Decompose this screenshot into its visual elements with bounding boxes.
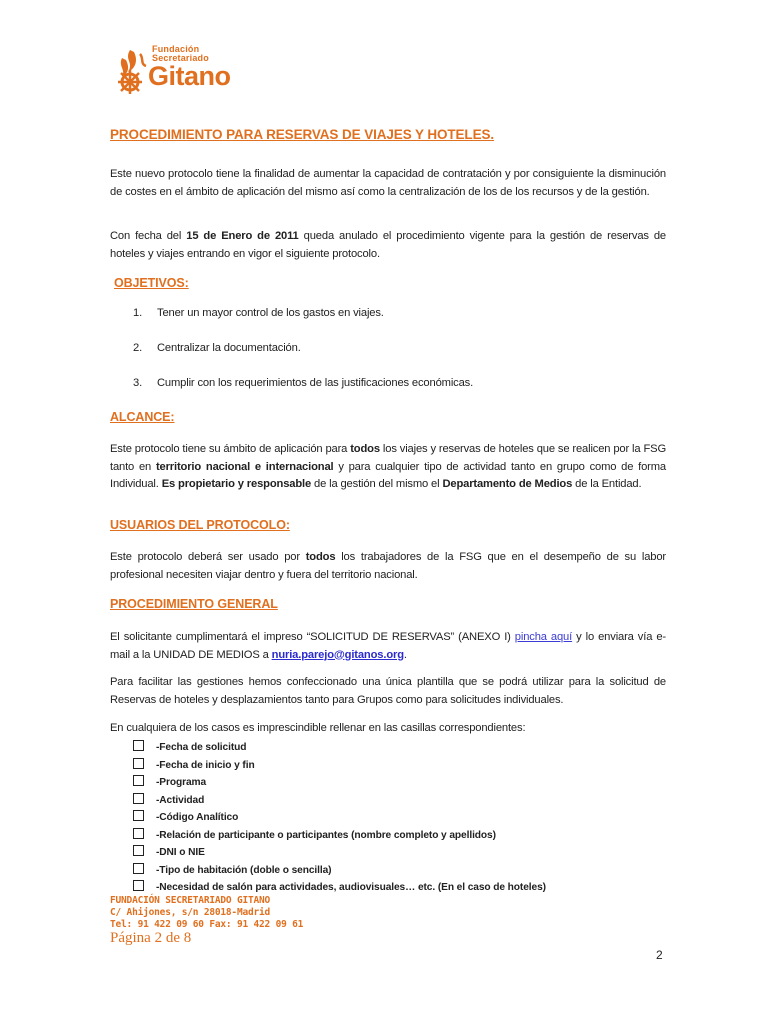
item-number: 2. bbox=[133, 342, 143, 354]
checklist-label: -DNI o NIE bbox=[156, 847, 205, 858]
flame-wheel-icon bbox=[110, 46, 152, 94]
checklist-item bbox=[133, 880, 546, 893]
checklist-label: -Fecha de inicio y fin bbox=[156, 759, 255, 771]
checklist-label: -Necesidad de salón para actividades, audiovisuales… etc. (En el caso de hoteles) bbox=[156, 882, 546, 893]
checkbox-icon bbox=[133, 863, 144, 874]
objetivo-item bbox=[133, 307, 384, 319]
checklist-label: -Tipo de habitación (doble o sencilla) bbox=[156, 864, 332, 876]
checklist-item bbox=[133, 775, 206, 788]
usuarios-bold: todos bbox=[305, 551, 336, 563]
checklist-label: -Programa bbox=[156, 777, 207, 788]
item-text: Cumplir con los requerimientos de las justificaciones económicas. bbox=[157, 377, 474, 389]
solicitud-link[interactable]: pincha aquí bbox=[514, 631, 573, 643]
alcance-text: Este protocolo tiene su ámbito de aplicación para bbox=[110, 443, 351, 455]
checklist-label: -Actividad bbox=[156, 794, 205, 806]
proc-text: y lo enviara vía e-mail a la UNIDAD DE MEDIOS a bbox=[110, 631, 666, 661]
checklist-label: -Código Analítico bbox=[156, 812, 239, 823]
footer-page-label: Página 2 de 8 bbox=[110, 930, 192, 946]
alcance-bold: todos bbox=[350, 443, 380, 455]
procedimiento-heading: PROCEDIMIENTO GENERAL bbox=[110, 597, 278, 611]
usuarios-text: Este protocolo deberá ser usado por bbox=[110, 551, 306, 563]
checkbox-icon bbox=[133, 828, 144, 839]
proc-text: . bbox=[403, 648, 407, 661]
checkbox-icon bbox=[133, 845, 144, 856]
effective-date: 15 de Enero de 2011 bbox=[186, 230, 299, 242]
checklist-item bbox=[133, 793, 204, 806]
alcance-bold: Departamento de Medios bbox=[442, 478, 573, 490]
checkbox-icon bbox=[133, 740, 144, 751]
alcance-text: de la Entidad. bbox=[572, 478, 642, 490]
logo-line-2: Secretariado bbox=[152, 53, 209, 63]
footer-org: FUNDACIÓN SECRETARIADO GITANO bbox=[110, 895, 271, 906]
footer-phones: Tel: 91 422 09 60 Fax: 91 422 09 61 bbox=[110, 919, 304, 930]
alcance-bold: territorio nacional e internacional bbox=[155, 460, 334, 473]
alcance-paragraph bbox=[110, 441, 666, 494]
item-text: Tener un mayor control de los gastos en viajes. bbox=[157, 307, 384, 319]
usuarios-paragraph bbox=[110, 549, 666, 584]
checklist-item bbox=[133, 810, 238, 823]
usuarios-heading: USUARIOS DEL PROTOCOLO: bbox=[110, 518, 290, 532]
fsg-logo bbox=[110, 44, 260, 96]
item-text: Centralizar la documentación. bbox=[157, 342, 301, 354]
date-para-text-2: queda anulado el procedimiento vigente para la gestión de reservas de hoteles y viajes entrando en vigor el siguiente protocolo. bbox=[110, 230, 666, 260]
page-number: 2 bbox=[656, 948, 663, 962]
alcance-heading: ALCANCE: bbox=[110, 410, 175, 424]
checkbox-icon bbox=[133, 793, 144, 804]
checkbox-icon bbox=[133, 775, 144, 786]
footer-address: C/ Ahijones, s/n 28018-Madrid bbox=[110, 907, 271, 918]
checklist-item bbox=[133, 828, 496, 841]
objetivos-heading: OBJETIVOS: bbox=[114, 276, 189, 290]
date-para-text: Con fecha del bbox=[110, 230, 187, 242]
logo-name: Gitano bbox=[148, 61, 231, 91]
alcance-text: los viajes y reservas de hoteles que se realicen por la FSG tanto en bbox=[110, 443, 666, 473]
procedimiento-paragraph-2: Para facilitar las gestiones hemos confeccionado una única plantilla que se podrá utilizar para la solicitud de Reservas de hoteles y desplazamientos tanto para Grupos como para solicitudes individuales. bbox=[110, 676, 666, 706]
checkbox-icon bbox=[133, 810, 144, 821]
alcance-bold: Es propietario y responsable bbox=[161, 478, 312, 490]
page-title: PROCEDIMIENTO PARA RESERVAS DE VIAJES Y HOTELES. bbox=[110, 127, 495, 142]
procedimiento-paragraph-1 bbox=[110, 629, 666, 664]
objetivo-item bbox=[133, 377, 473, 389]
checklist-item bbox=[133, 863, 331, 876]
item-number: 3. bbox=[133, 377, 143, 389]
checklist-item bbox=[133, 758, 255, 771]
intro-paragraph: Este nuevo protocolo tiene la finalidad de aumentar la capacidad de contratación y por consiguiente la disminución de costes en el ámbito de aplicación del mismo así como la centralización de los de los recursos y de la gestión. bbox=[110, 168, 666, 198]
checklist-item bbox=[133, 740, 246, 753]
footer-block bbox=[110, 895, 303, 931]
email-link[interactable]: nuria.parejo@gitanos.org bbox=[271, 648, 404, 661]
checklist-label: -Fecha de solicitud bbox=[156, 742, 247, 753]
procedimiento-paragraph-3: En cualquiera de los casos es imprescindible rellenar en las casillas correspondientes: bbox=[110, 722, 526, 734]
alcance-text: y para cualquier tipo de actividad tanto en grupo como de forma Individual. bbox=[110, 460, 666, 490]
date-paragraph bbox=[110, 228, 666, 263]
checklist-item bbox=[133, 845, 205, 858]
item-number: 1. bbox=[133, 307, 143, 319]
proc-text: El solicitante cumplimentará el impreso “SOLICITUD DE RESERVAS” (ANEXO I) bbox=[110, 631, 515, 643]
alcance-text: de la gestión del mismo el bbox=[311, 478, 443, 490]
checklist-label: -Relación de participante o participantes (nombre completo y apellidos) bbox=[156, 829, 496, 841]
objetivo-item bbox=[133, 342, 301, 354]
checkbox-icon bbox=[133, 880, 144, 891]
logo-line-1: Fundación bbox=[152, 44, 200, 54]
checkbox-icon bbox=[133, 758, 144, 769]
usuarios-text: los trabajadores de la FSG que en el desempeño de su labor profesional necesiten viajar dentro y fuera del territorio nacional. bbox=[110, 551, 666, 581]
